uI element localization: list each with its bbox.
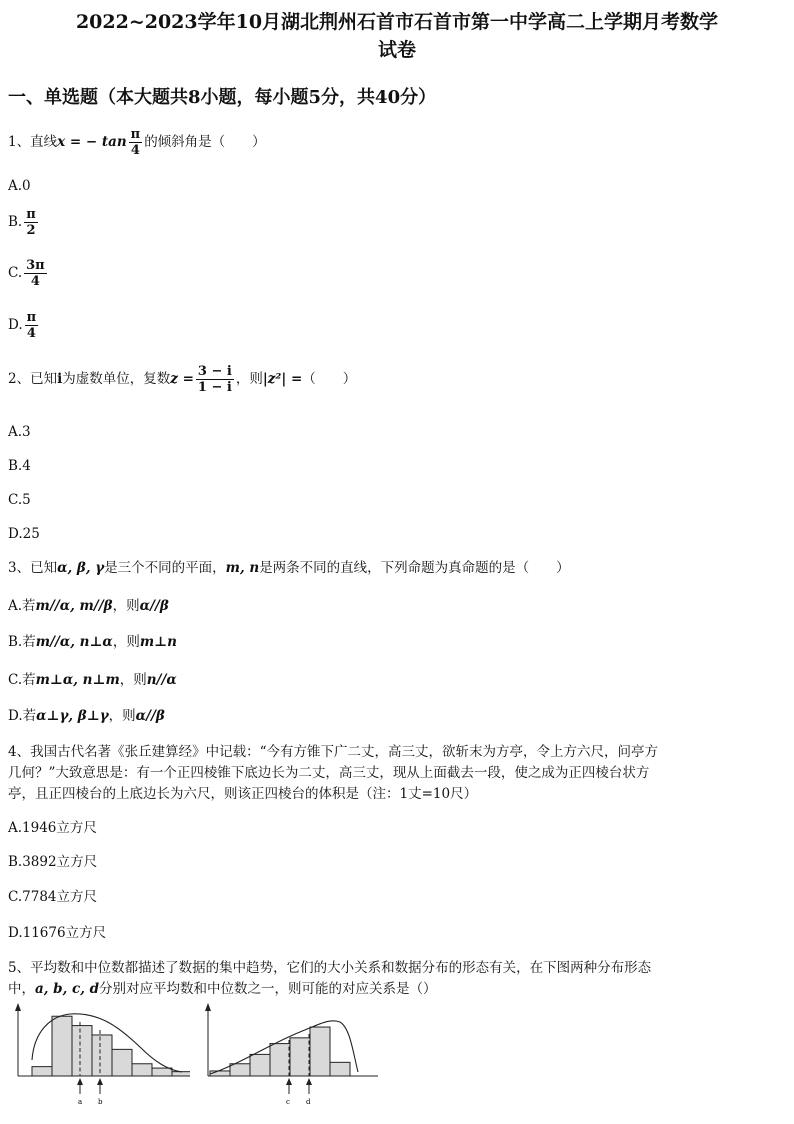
- label-b: b: [98, 1098, 103, 1106]
- distribution-figure-right: [200, 1002, 380, 1114]
- right-histogram-bar-5: [290, 1038, 310, 1076]
- q2-mid2: ，则: [235, 371, 263, 387]
- right-histogram-bar-6: [310, 1027, 330, 1076]
- q1-option-c-den: 4: [30, 274, 40, 289]
- q2-option-c: C.5: [8, 492, 31, 508]
- q3-d-then: ，则: [108, 708, 136, 724]
- histogram-bars-right: [210, 1027, 350, 1076]
- q1-option-d-frac: [25, 310, 39, 341]
- label-c: c: [286, 1098, 290, 1106]
- q3-prefix: 3、已知: [8, 560, 58, 576]
- q5-line-1: 5、平均数和中位数都描述了数据的集中趋势，它们的大小关系和数据分布的形态有关，在下图两种分布形态: [8, 960, 652, 976]
- q3-planes: α, β, γ: [57, 560, 105, 576]
- q1-option-b-den: 2: [26, 223, 36, 238]
- q1-option-b-num: π: [26, 207, 36, 222]
- q5-vars: a, b, c, d: [35, 981, 100, 997]
- question-2: [8, 364, 356, 395]
- arrow-c-head: [286, 1078, 292, 1085]
- q2-abs: |z²| =: [262, 371, 303, 387]
- q3-c-then: ，则: [119, 672, 147, 688]
- q3-a-then: ，则: [112, 598, 140, 614]
- right-histogram-bar-7: [330, 1062, 350, 1076]
- q3-option-b: [8, 632, 177, 652]
- left-histogram-bar-5: [112, 1049, 132, 1076]
- q2-mid: 为虚数单位，复数: [62, 371, 171, 387]
- q5-line-2: [8, 979, 786, 1000]
- q4-option-a: A.1946立方尺: [8, 820, 97, 836]
- q1-option-c-frac: [24, 258, 47, 289]
- q4-option-b: B.3892立方尺: [8, 854, 98, 870]
- paper-title: [0, 8, 794, 64]
- question-5: [8, 958, 786, 1000]
- q2-suffix: （ ）: [302, 371, 357, 387]
- q4-line-2: 几何？”大致意思是：有一个正四棱锥下底边长为二丈，高三丈，现从上面截去一段，使之成为正四棱台状方: [8, 765, 650, 781]
- q2-prefix: 2、已知: [8, 371, 58, 387]
- question-4: [8, 742, 786, 805]
- left-histogram-bar-4: [92, 1035, 112, 1076]
- right-histogram-bar-4: [270, 1044, 290, 1076]
- left-histogram-bar-7: [152, 1068, 172, 1076]
- q3-b-then: ，则: [112, 634, 140, 650]
- q1-option-d: [8, 310, 40, 341]
- q1-option-c-label: C.: [8, 265, 23, 281]
- left-histogram-bar-2: [52, 1016, 72, 1076]
- q3-a-cond: m//α, m//β: [35, 598, 113, 614]
- q1-option-a-value: 0: [22, 178, 31, 194]
- arrow-b-head: [97, 1078, 103, 1085]
- q3-d-cond: α⊥γ, β⊥γ: [36, 708, 109, 724]
- q2-z: z =: [170, 371, 194, 387]
- q2-option-d: D.25: [8, 526, 40, 542]
- right-histogram-bar-2: [230, 1064, 250, 1076]
- y-axis-arrow-right: [205, 1003, 211, 1011]
- left-histogram-bar-6: [132, 1064, 152, 1076]
- q1-option-a: [8, 176, 31, 196]
- left-histogram-bar-3: [72, 1026, 92, 1076]
- q3-a-res: α//β: [139, 598, 169, 614]
- q1-option-d-num: π: [26, 310, 37, 325]
- q3-b-cond: m//α, n⊥α: [35, 634, 113, 650]
- q3-b-res: m⊥n: [139, 634, 177, 650]
- arrow-d-head: [306, 1078, 312, 1085]
- q1-option-d-label: D.: [8, 317, 23, 333]
- q2-frac-num: 3 − i: [197, 364, 232, 379]
- q1-option-c-num: 3π: [26, 258, 45, 273]
- q1-option-b-label: B.: [8, 214, 23, 230]
- q2-option-b: B.4: [8, 458, 31, 474]
- q2-frac-den: 1 − i: [197, 380, 232, 395]
- q4-option-d: D.11676立方尺: [8, 925, 107, 941]
- q1-option-c: [8, 258, 49, 289]
- q5-line2-prefix: 中，: [8, 981, 35, 997]
- q1-frac-den: 4: [130, 143, 140, 158]
- q1-option-b: [8, 207, 40, 238]
- question-3: [8, 558, 570, 578]
- q3-option-a: [8, 596, 169, 616]
- q3-c-cond: m⊥α, n⊥m: [35, 672, 120, 688]
- q2-option-a: A.3: [8, 424, 31, 440]
- left-histogram-bar-1: [32, 1067, 52, 1076]
- q3-c-label: C.若: [8, 672, 36, 688]
- q3-suffix: 是两条不同的直线，下列命题为真命题的是（ ）: [259, 560, 570, 576]
- q4-line-1: 4、我国古代名著《张丘建算经》中记载：“今有方锥下广二丈，高三丈，欲斩末为方亭，令上方六尺，问亭方: [8, 744, 658, 760]
- distribution-figure-left: [10, 1002, 190, 1114]
- label-d: d: [306, 1098, 311, 1106]
- q1-option-b-frac: [24, 207, 38, 238]
- label-a: a: [78, 1098, 83, 1106]
- q3-d-label: D.若: [8, 708, 37, 724]
- q3-option-c: [8, 670, 177, 690]
- arrow-a-head: [77, 1078, 83, 1085]
- q1-option-d-den: 4: [26, 326, 36, 341]
- section-heading: 一、单选题（本大题共8小题，每小题5分，共40分）: [8, 87, 437, 108]
- q3-option-d: [8, 706, 165, 726]
- q1-expr: x = − tan: [57, 134, 127, 150]
- q1-suffix: 的倾斜角是（ ）: [144, 134, 266, 150]
- q3-c-res: n//α: [146, 672, 177, 688]
- q5-line2-suffix: 分别对应平均数和中位数之一，则可能的对应关系是（）: [99, 981, 437, 997]
- q4-line-3: 亭，且正四棱台的上底边长为六尺，则该正四棱台的体积是（注：1丈=10尺）: [8, 786, 478, 802]
- q3-mid: 是三个不同的平面，: [104, 560, 226, 576]
- q1-frac-num: π: [130, 127, 141, 142]
- paper-title-line2: 试卷: [377, 39, 416, 61]
- q3-b-label: B.若: [8, 634, 36, 650]
- q3-a-label: A.若: [8, 598, 36, 614]
- y-axis-arrow-left: [15, 1003, 21, 1011]
- q3-d-res: α//β: [135, 708, 165, 724]
- right-histogram-bar-3: [250, 1054, 270, 1076]
- q2-fraction: [196, 364, 234, 395]
- q4-option-c: C.7784立方尺: [8, 889, 97, 905]
- q1-option-a-label: A.: [8, 178, 23, 194]
- q1-prefix: 1、直线: [8, 134, 58, 150]
- question-1: [8, 127, 266, 158]
- q2-imag-unit: i: [57, 371, 63, 387]
- q3-lines: m, n: [225, 560, 260, 576]
- paper-title-line1: 2022~2023学年10月湖北荆州石首市石首市第一中学高二上学期月考数学: [75, 11, 719, 33]
- q1-fraction: [129, 127, 143, 158]
